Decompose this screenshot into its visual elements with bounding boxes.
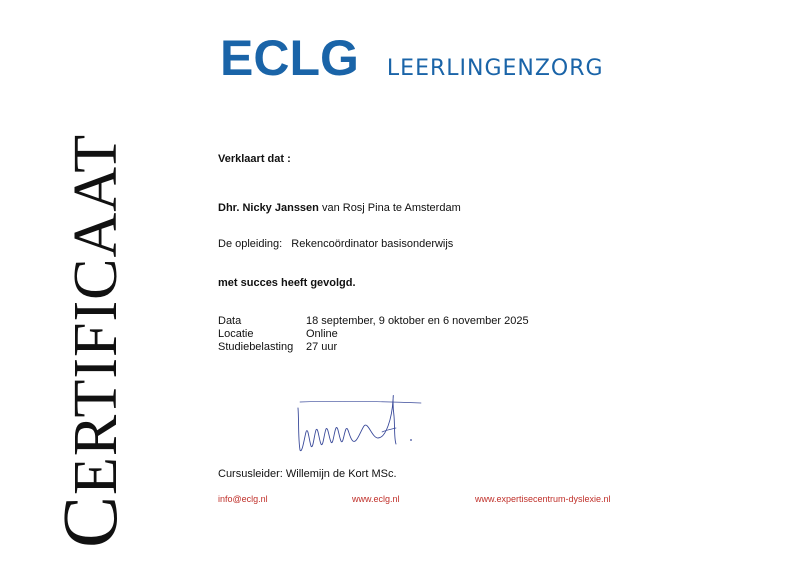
- course-leader-label: Cursusleider:: [218, 468, 283, 480]
- details-key: Locatie: [218, 328, 254, 340]
- success-text: met succes heeft gevolgd.: [218, 277, 356, 289]
- details-row-study-load: [218, 341, 337, 354]
- participant-detail: van Rosj Pina te Amsterdam: [321, 202, 461, 214]
- signature-image: [290, 380, 430, 462]
- certificate-title: [46, 62, 133, 548]
- details-value: 27 uur: [306, 341, 338, 353]
- footer-dyslexia-website-link[interactable]: www.expertisecentrum-dyslexie.nl: [475, 494, 611, 504]
- certificate-title-render: CERTIFICAAT: [46, 133, 133, 548]
- participant-name: Dhr. Nicky Janssen: [218, 202, 319, 214]
- details-key: Studiebelasting: [218, 341, 294, 353]
- footer-website-link[interactable]: www.eclg.nl: [352, 494, 400, 504]
- course-leader-line: [218, 468, 397, 481]
- details-row-location: [218, 328, 338, 341]
- logo-subtitle: LEERLINGENZORG: [386, 56, 604, 81]
- participant-line: [218, 202, 461, 215]
- course-label: De opleiding:: [218, 238, 283, 250]
- details-key: Data: [218, 315, 242, 327]
- details-value: Online: [306, 328, 338, 340]
- course-line: [218, 238, 453, 251]
- course-leader-name: Willemijn de Kort MSc.: [285, 468, 397, 480]
- details-row-date: [218, 315, 529, 328]
- details-value: 18 september, 9 oktober en 6 november 2025: [306, 315, 529, 327]
- declaration-text: Verklaart dat :: [218, 153, 291, 165]
- course-name: Rekencoördinator basisonderwijs: [291, 238, 454, 250]
- eclg-logo: [220, 30, 604, 86]
- logo-mark: ECLG: [220, 30, 359, 86]
- footer-email-link[interactable]: info@eclg.nl: [218, 494, 268, 504]
